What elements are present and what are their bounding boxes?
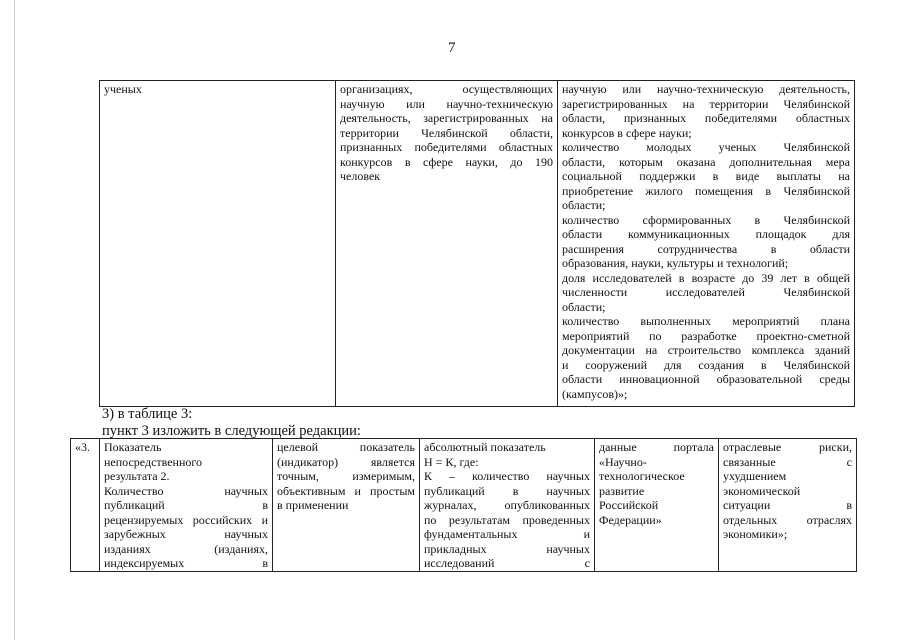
cell-line: социальной поддержки в виде выплаты на (562, 169, 850, 183)
cell-line: Количество научных (104, 483, 268, 498)
cell-line: в применении (277, 498, 349, 512)
cell-line: признанных победителями областных (340, 140, 553, 154)
cell-line: документации на строительство комплекса зданий (562, 343, 850, 357)
table-cell-target (336, 81, 558, 407)
cell-line: количество сформированных в Челябинской (562, 212, 850, 227)
page-number: 7 (448, 40, 456, 56)
table-cell-risks (719, 439, 857, 572)
cell-line: ситуации в (723, 498, 852, 512)
paragraph-table3: 3) в таблице 3: (102, 406, 193, 422)
cell-line: объективным и простым (277, 483, 415, 498)
cell-line: индексируемых в (104, 556, 268, 570)
cell-line: технологическое (599, 469, 685, 483)
cell-line: области; (562, 299, 606, 314)
cell-line: расширения сотрудничества в области (562, 241, 850, 256)
paragraph-item3: пункт 3 изложить в следующей редакции: (102, 423, 361, 439)
cell-line: Показатель (104, 440, 162, 454)
cell-line: научную или научно-техническую (340, 96, 553, 111)
cell-line: приобретение жилого помещения в Челябинской (562, 183, 850, 198)
cell-line: изданиях (изданиях, (104, 541, 268, 556)
cell-line: Н = К, где: (424, 454, 479, 469)
cell-line: рецензируемых российских и (104, 512, 268, 527)
cell-line: точным, измеримым, (277, 469, 415, 483)
cell-line: публикаций в научных (424, 483, 590, 498)
table-cell-name (100, 81, 336, 407)
cell-line: количество выполненных мероприятий плана (562, 314, 850, 328)
cell-line: целевой показатель (277, 440, 415, 454)
cell-line: области, которым оказана дополнительная мера (562, 154, 850, 169)
cell-line: и сооружений для создания в Челябинской (562, 357, 850, 372)
cell-line: экономической (723, 483, 801, 498)
cell-line: Федерации» (599, 512, 662, 527)
cell-line: данные портала (599, 440, 714, 454)
cell-line: непосредственного (104, 454, 203, 469)
cell-line: журналах, опубликованных (424, 498, 590, 512)
cell-line: экономики»; (723, 527, 788, 541)
cell-line: области; (562, 198, 606, 212)
cell-line: научную или научно-техническую деятельность, (562, 82, 850, 96)
table-item3 (70, 438, 857, 572)
cell-line: результата 2. (104, 469, 170, 483)
cell-line: области инновационной образовательной среды (562, 372, 850, 386)
cell-line: отраслевые риски, (723, 440, 852, 454)
cell-line: исследований с (424, 556, 590, 570)
table-cell-indicator-name (100, 439, 273, 572)
cell-line: деятельность, зарегистрированных на (340, 111, 553, 125)
table-row (100, 81, 855, 407)
cell-line: отдельных отраслях (723, 512, 852, 527)
cell-line: человек (340, 169, 381, 183)
table-cell-number (71, 439, 100, 572)
cell-line: Российской (599, 498, 659, 512)
cell-line: абсолютный показатель (424, 440, 546, 454)
cell-line: публикаций в (104, 498, 268, 512)
table-row (71, 439, 857, 572)
cell-line: численности исследователей Челябинской (562, 285, 850, 299)
table-cell-source (595, 439, 719, 572)
cell-line: области коммуникационных площадок для (562, 227, 850, 241)
table-continuation (99, 80, 855, 407)
cell-line: организациях, осуществляющих (340, 82, 553, 96)
cell-line: мероприятий по разработке проектно-сметной (562, 328, 850, 343)
cell-line: образования, науки, культуры и технологий; (562, 256, 789, 270)
cell-line: количество молодых ученых Челябинской (562, 140, 850, 154)
cell-line: «Научно- (599, 454, 647, 469)
cell-line: К – количество научных (424, 469, 590, 483)
cell-line: конкурсов в сфере науки; (562, 125, 692, 140)
cell-line: развитие (599, 483, 645, 498)
cell-line: ученых (104, 82, 142, 96)
cell-line: ухудшением (723, 469, 787, 483)
cell-line: по результатам проведенных (424, 512, 590, 527)
cell-line: зарегистрированных на территории Челябинской (562, 96, 850, 111)
cell-line: (кампусов)»; (562, 386, 628, 401)
table-cell-method (420, 439, 595, 572)
cell-line: зарубежных научных (104, 527, 268, 541)
page-edge-line (14, 0, 15, 640)
cell-line: области, признанных победителями областных (562, 111, 850, 125)
table-cell-indicators (558, 81, 855, 407)
cell-line: территории Челябинской области, (340, 125, 553, 140)
row-number: «3. (75, 440, 90, 454)
cell-line: доля исследователей в возрасте до 39 лет в общей (562, 270, 850, 285)
cell-line: прикладных научных (424, 541, 590, 556)
table-cell-indicator-type (273, 439, 420, 572)
cell-line: фундаментальных и (424, 527, 590, 541)
cell-line: связанные с (723, 454, 852, 469)
cell-line: (индикатор) является (277, 454, 415, 469)
cell-line: конкурсов в сфере науки, до 190 (340, 154, 553, 169)
